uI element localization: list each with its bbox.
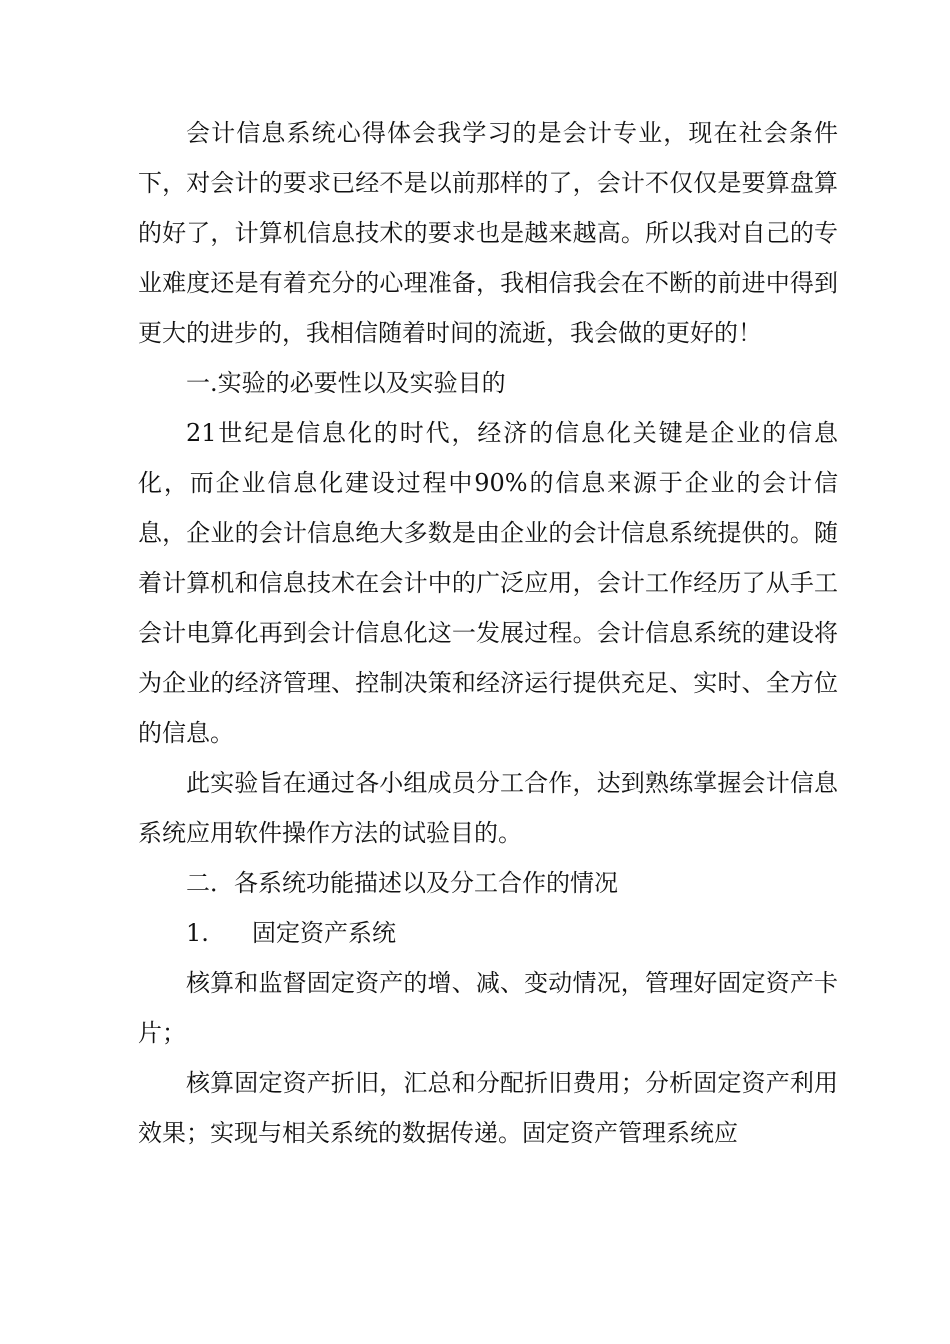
document-body bbox=[138, 108, 838, 1158]
paragraph-intro: 会计信息系统心得体会我学习的是会计专业，现在社会条件下，对会计的要求已经不是以前那样的了，会计不仅仅是要算盘算的好了，计算机信息技术的要求也是越来越高。所以我对自己的专业难度还是有着充分的心理准备，我相信我会在不断的前进中得到更大的进步的，我相信随着时间的流逝，我会做的更好的！ bbox=[138, 119, 838, 347]
paragraph-background: 21世纪是信息化的时代，经济的信息化关键是企业的信息化，而企业信息化建设过程中90%的信息来源于企业的会计信息，企业的会计信息绝大多数是由企业的会计信息系统提供的。随着计算机和信息技术在会计中的广泛应用，会计工作经历了从手工会计电算化再到会计信息化这一发展过程。会计信息系统的建设将为企业的经济管理、控制决策和经济运行提供充足、实时、全方位的信息。 bbox=[138, 419, 838, 747]
list-item-title: 固定资产系统 bbox=[252, 919, 396, 947]
list-item-fixed-assets bbox=[138, 908, 838, 958]
paragraph-purpose: 此实验旨在通过各小组成员分工合作，达到熟练掌握会计信息系统应用软件操作方法的试验目的。 bbox=[138, 769, 838, 847]
paragraph-fixed-assets-2: 核算固定资产折旧，汇总和分配折旧费用；分析固定资产利用效果；实现与相关系统的数据传递。固定资产管理系统应 bbox=[138, 1069, 838, 1147]
list-item-number: 1. bbox=[186, 919, 209, 947]
paragraph-fixed-assets-1: 核算和监督固定资产的增、减、变动情况，管理好固定资产卡片； bbox=[138, 969, 838, 1047]
section-heading-1: 一.实验的必要性以及实验目的 bbox=[186, 369, 506, 397]
section-heading-2: 二．各系统功能描述以及分工合作的情况 bbox=[186, 869, 618, 897]
